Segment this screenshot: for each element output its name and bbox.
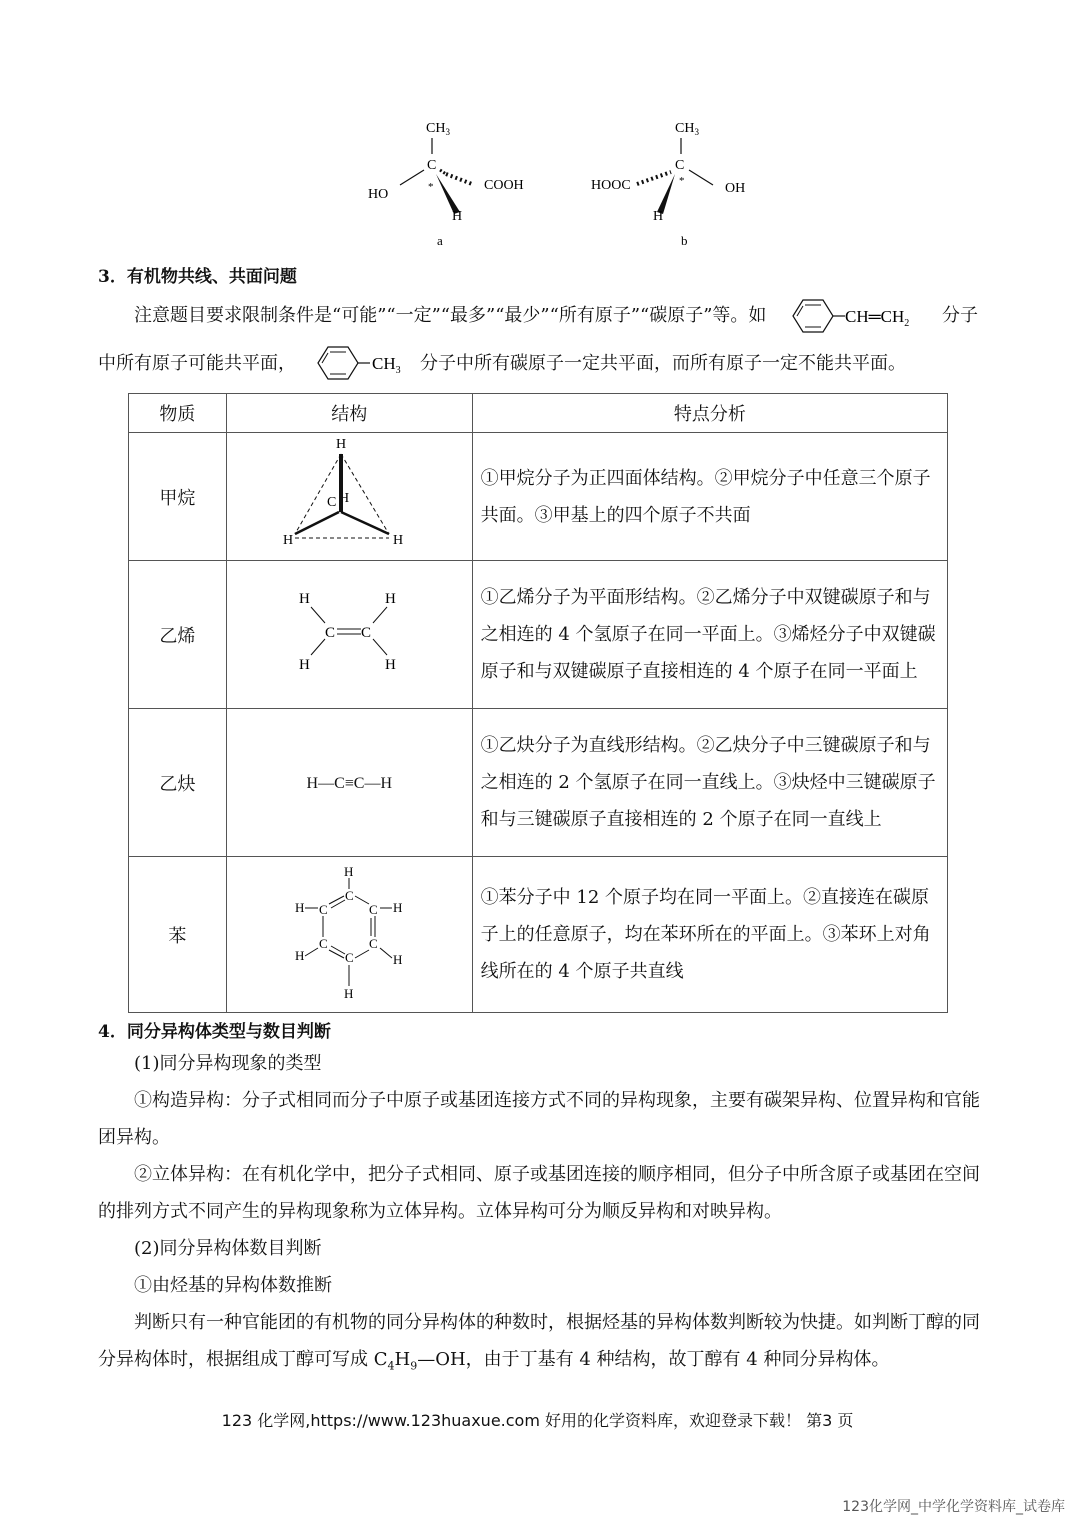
atom-h: H [336,437,347,452]
section4-subtitle-2: (2)同分异构体数目判断 [134,1238,322,1259]
table-row [129,433,948,561]
ethylene-analysis: ①乙烯分子为平面形结构。②乙烯分子中双键碳原子和与之相连的 4 个氢原子在同一平面上。③烯烃分子中双键碳原子和与双键碳原子直接相连的 4 个原子在同一平面上 [472,561,947,709]
section3-paragraph-line2b: 分子中所有碳原子一定共平面，而所有原子一定不能共平面。 [420,353,906,374]
substance-name: 乙烯 [129,561,227,709]
section3-paragraph-line2a: 中所有原子可能共平面， [98,353,296,374]
chiral-star: * [428,181,434,193]
text-span: 注意题目要求限制条件是“可能”“一定”“最多”“最少”“所有原子”“碳原子”等。如 [134,305,767,326]
atom-h: H [295,900,305,915]
atom-h: H [385,591,397,607]
atom-h: H [339,491,350,506]
atom-c: C [369,936,378,951]
acetylene-analysis: ①乙炔分子为直线形结构。②乙炔分子中三键碳原子和与之相连的 2 个氢原子在同一直线上。③炔烃中三键碳原子和与三键碳原子直接相连的 2 个原子在同一直线上 [472,709,947,857]
cooh-label: COOH [484,178,524,193]
carbon-label: C [427,158,437,173]
atom-h: H [385,657,397,673]
section3-title: 3．有机物共线、共面问题 [98,267,297,287]
text-span: 判断只有一种官能团的有机物的同分异构体的种数时，根据烃基的异构体数判断较为快捷。如判断丁醇的同分异构体时，根据组成丁醇可写成 C [98,1312,980,1370]
atom-c: C [325,625,336,641]
section4-stereo-isomer: ②立体异构：在有机化学中，把分子式相同、原子或基团连接的顺序相同，但分子中所含原子或基团在空间的排列方式不同产生的异构现象称为立体异构。立体异构可分为顺反异构和对映异构。 [98,1164,980,1222]
atom-h: H [344,864,354,879]
atom-c: C [319,902,328,917]
h-label: H [653,209,664,224]
atom-c: C [345,888,354,903]
chiral-structure-b [585,112,775,252]
styrene-label: $CH═CH_2$ [845,307,910,329]
atom-h: H [295,948,305,963]
table-row [129,561,948,709]
atom-c: C [361,625,372,641]
subscript: 9 [410,1359,418,1373]
section4-title: 4．同分异构体类型与数目判断 [98,1022,331,1042]
structure-table [128,393,948,1013]
atom-h: H [393,952,403,967]
substance-name: 苯 [129,857,227,1013]
hooc-label: HOOC [591,178,631,193]
oh-label: OH [725,181,746,196]
ch3-label: $CH_3$ [675,121,699,137]
watermark: 123化学网_中学化学资料库_试卷库 [842,1499,1065,1515]
substance-name: 甲烷 [129,433,227,561]
section4-last-paragraph [98,1304,980,1385]
atom-h: H [393,900,403,915]
page-footer: 123 化学网,https://www.123huaxue.com 好用的化学资料库，欢迎登录下载！ 第3 页 [221,1411,854,1430]
methane-structure-cell [226,433,472,561]
carbon-label: C [675,158,685,173]
atom-h: H [283,533,294,548]
benzene-structure [289,862,409,1002]
atom-h: H [299,591,311,607]
methane-analysis: ①甲烷分子为正四面体结构。②甲烷分子中任意三个原子共面。③甲基上的四个原子不共面 [472,433,947,561]
section4-subtitle-2-1: ①由烃基的异构体数推断 [134,1275,332,1296]
chiral-star: * [679,175,685,187]
acetylene-structure-cell [226,709,472,857]
atom-h: H [393,533,404,548]
table-header-row [129,394,948,433]
acetylene-formula: H—C≡C—H [306,775,392,792]
substance-name: 乙炔 [129,709,227,857]
styrene-structure [785,296,935,336]
atom-c: C [369,902,378,917]
toluene-structure [312,343,422,383]
table-row [129,857,948,1013]
structure-label-a: a [437,233,443,248]
header-substance: 物质 [129,394,227,433]
methane-tetrahedron [279,434,419,554]
section3-paragraph-line1 [134,297,766,334]
header-structure: 结构 [226,394,472,433]
section4-structural-isomer: ①构造异构：分子式相同而分子中原子或基团连接方式不同的异构现象，主要有碳架异构、位置异构和官能团异构。 [98,1090,980,1148]
header-analysis: 特点分析 [472,394,947,433]
atom-h: H [299,657,311,673]
structure-label-b: b [681,233,688,248]
toluene-label: $CH_3$ [372,354,401,376]
ho-label: HO [368,187,389,202]
benzene-structure-cell [226,857,472,1013]
ethylene-structure-cell [226,561,472,709]
atom-c: C [327,495,337,510]
section4-subtitle-1: (1)同分异构现象的类型 [134,1053,322,1074]
ethylene-structure [289,587,409,677]
section3-text-fenzi: 分子 [942,305,978,326]
atom-h: H [344,986,354,1001]
text-span: H [394,1349,411,1370]
subscript: 4 [387,1359,395,1373]
table-row [129,709,948,857]
chiral-structure-a [360,112,550,252]
h-label: H [452,209,463,224]
ch3-label: $CH_3$ [426,121,450,137]
text-span: —OH，由于丁基有 4 种结构，故丁醇有 4 种同分异构体。 [417,1349,890,1370]
benzene-analysis: ①苯分子中 12 个原子均在同一平面上。②直接连在碳原子上的任意原子，均在苯环所在的平面上。③苯环上对角线所在的 4 个原子共直线 [472,857,947,1013]
atom-c: C [319,936,328,951]
atom-c: C [345,950,354,965]
